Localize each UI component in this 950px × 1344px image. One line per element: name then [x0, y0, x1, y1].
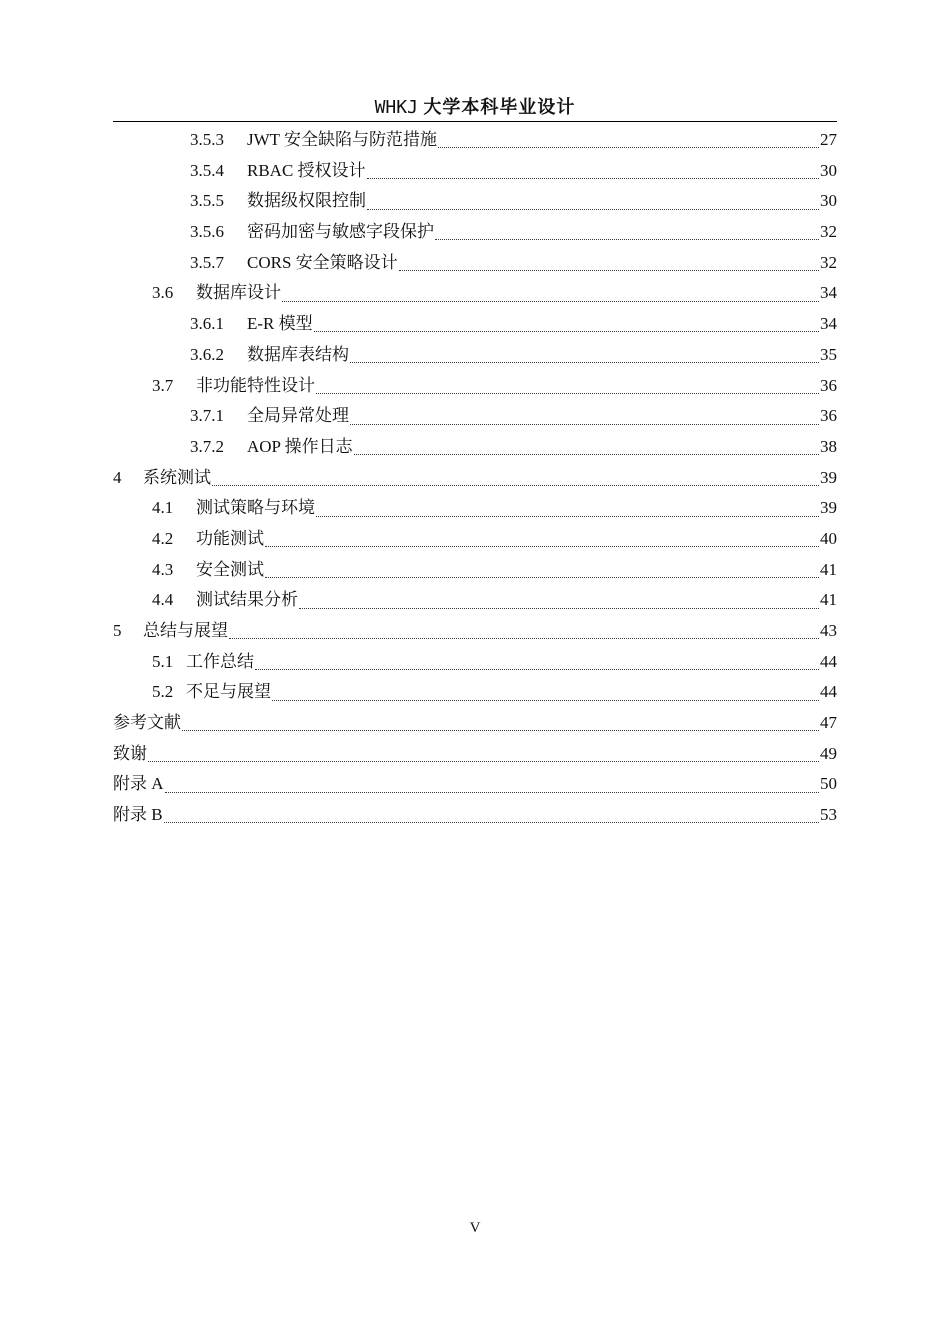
toc-row[interactable]: [113, 432, 837, 463]
dot-leader: [255, 668, 819, 670]
toc-title: E-R 模型: [247, 314, 313, 334]
dot-leader: [282, 300, 819, 302]
toc-row[interactable]: [113, 248, 837, 279]
toc-row[interactable]: [113, 493, 837, 524]
toc-page: 30: [820, 160, 837, 180]
toc-page: 35: [820, 344, 837, 364]
dot-leader: [367, 177, 819, 179]
toc-title: 安全测试: [196, 559, 264, 579]
toc-number: 3.5.7: [190, 252, 224, 272]
toc-page: 40: [820, 528, 837, 548]
toc-title: CORS 安全策略设计: [247, 252, 398, 272]
toc-page: 30: [820, 191, 837, 211]
dot-leader: [314, 330, 819, 332]
dot-leader: [182, 729, 819, 731]
toc-number: 3.5.4: [190, 160, 224, 180]
toc-number: 4.1: [152, 498, 174, 518]
toc-row[interactable]: [113, 616, 837, 647]
toc-title: JWT 安全缺陷与防范措施: [247, 130, 437, 149]
toc-page: 27: [820, 130, 837, 149]
toc-title: 数据级权限控制: [247, 191, 366, 211]
toc-title: 总结与展望: [143, 621, 228, 640]
toc-row[interactable]: [113, 647, 837, 678]
dot-leader: [212, 484, 819, 486]
toc-row[interactable]: [113, 125, 837, 156]
toc-number: 3.6.1: [190, 314, 224, 334]
toc-page: 41: [820, 590, 837, 610]
toc-number: 3.7.1: [190, 406, 224, 426]
toc-row[interactable]: [113, 186, 837, 217]
dot-leader: [265, 576, 819, 578]
toc-row[interactable]: [113, 217, 837, 248]
page-number: V: [469, 1220, 481, 1236]
toc-number: 3.7: [152, 375, 174, 395]
running-header: [113, 93, 837, 123]
toc-number: 4: [113, 467, 122, 487]
toc-number: 5.2: [152, 682, 174, 702]
toc-row[interactable]: [113, 309, 837, 340]
toc-row[interactable]: [113, 340, 837, 371]
toc-title: 不足与展望: [186, 682, 271, 702]
toc-row[interactable]: [113, 401, 837, 432]
toc-title: 功能测试: [196, 528, 264, 548]
toc-page: 53: [820, 805, 837, 825]
toc-title: 参考文献: [113, 713, 181, 733]
toc-page: 34: [820, 314, 837, 334]
dot-leader: [438, 146, 819, 148]
toc-row[interactable]: [113, 371, 837, 402]
toc-title: 数据库表结构: [247, 344, 349, 364]
dot-leader: [165, 791, 819, 793]
toc-page: 39: [820, 467, 837, 487]
toc-row[interactable]: [113, 585, 837, 616]
dot-leader: [316, 392, 819, 394]
toc-page: 38: [820, 436, 837, 456]
toc-number: 3.5.5: [190, 191, 224, 211]
toc-number: 3.6: [152, 283, 174, 303]
toc-page: 32: [820, 252, 837, 272]
toc-number: 3.5.6: [190, 222, 224, 242]
header-latin: WHKJ: [374, 97, 418, 118]
dot-leader: [435, 238, 819, 240]
toc-page: 47: [820, 713, 837, 733]
toc-row[interactable]: [113, 769, 837, 800]
toc-page: 36: [820, 406, 837, 426]
toc-page: 32: [820, 222, 837, 242]
toc-row[interactable]: [113, 463, 837, 494]
toc-title: 密码加密与敏感字段保护: [247, 222, 434, 242]
toc-title: 工作总结: [186, 651, 254, 671]
dot-leader: [148, 760, 819, 762]
toc-title: 测试策略与环境: [196, 498, 315, 518]
toc-title: 系统测试: [143, 467, 211, 487]
toc-number: 3.7.2: [190, 436, 224, 456]
toc-row[interactable]: [113, 708, 837, 739]
toc-title: 附录 B: [113, 805, 163, 825]
toc-title: RBAC 授权设计: [247, 160, 366, 180]
toc-page: 34: [820, 283, 837, 303]
toc-row[interactable]: [113, 555, 837, 586]
dot-leader: [399, 269, 819, 271]
toc-title: AOP 操作日志: [247, 436, 353, 456]
dot-leader: [229, 637, 819, 639]
toc-page: 50: [820, 774, 837, 794]
toc-title: 致谢: [113, 743, 147, 763]
header-title: 大学本科毕业设计: [423, 97, 576, 118]
toc-title: 全局异常处理: [247, 406, 349, 426]
dot-leader: [164, 821, 819, 823]
toc-number: 4.3: [152, 559, 174, 579]
toc-page: 36: [820, 375, 837, 395]
toc-number: 3.5.3: [190, 130, 224, 149]
dot-leader: [354, 453, 819, 455]
toc-title: 测试结果分析: [196, 590, 298, 610]
toc-row[interactable]: [113, 677, 837, 708]
header-rule: [113, 121, 837, 122]
toc-page: 44: [820, 651, 837, 671]
toc-page: 41: [820, 559, 837, 579]
toc-row[interactable]: [113, 278, 837, 309]
toc-number: 3.6.2: [190, 344, 224, 364]
toc-number: 5.1: [152, 651, 174, 671]
toc-title: 附录 A: [113, 774, 164, 794]
dot-leader: [367, 208, 819, 210]
toc-number: 4.4: [152, 590, 174, 610]
toc-page: 43: [820, 621, 837, 640]
table-of-contents: [113, 125, 837, 831]
toc-number: 5: [113, 621, 122, 640]
dot-leader: [299, 607, 819, 609]
toc-page: 44: [820, 682, 837, 702]
dot-leader: [350, 423, 819, 425]
toc-title: 非功能特性设计: [196, 375, 315, 395]
toc-row[interactable]: [113, 156, 837, 187]
dot-leader: [350, 361, 819, 363]
toc-number: 4.2: [152, 528, 174, 548]
toc-page: 49: [820, 743, 837, 763]
toc-row[interactable]: [113, 739, 837, 770]
toc-page: 39: [820, 498, 837, 518]
dot-leader: [272, 699, 819, 701]
toc-title: 数据库设计: [196, 283, 281, 303]
toc-row[interactable]: [113, 524, 837, 555]
toc-row[interactable]: [113, 800, 837, 831]
dot-leader: [316, 515, 819, 517]
dot-leader: [265, 545, 819, 547]
